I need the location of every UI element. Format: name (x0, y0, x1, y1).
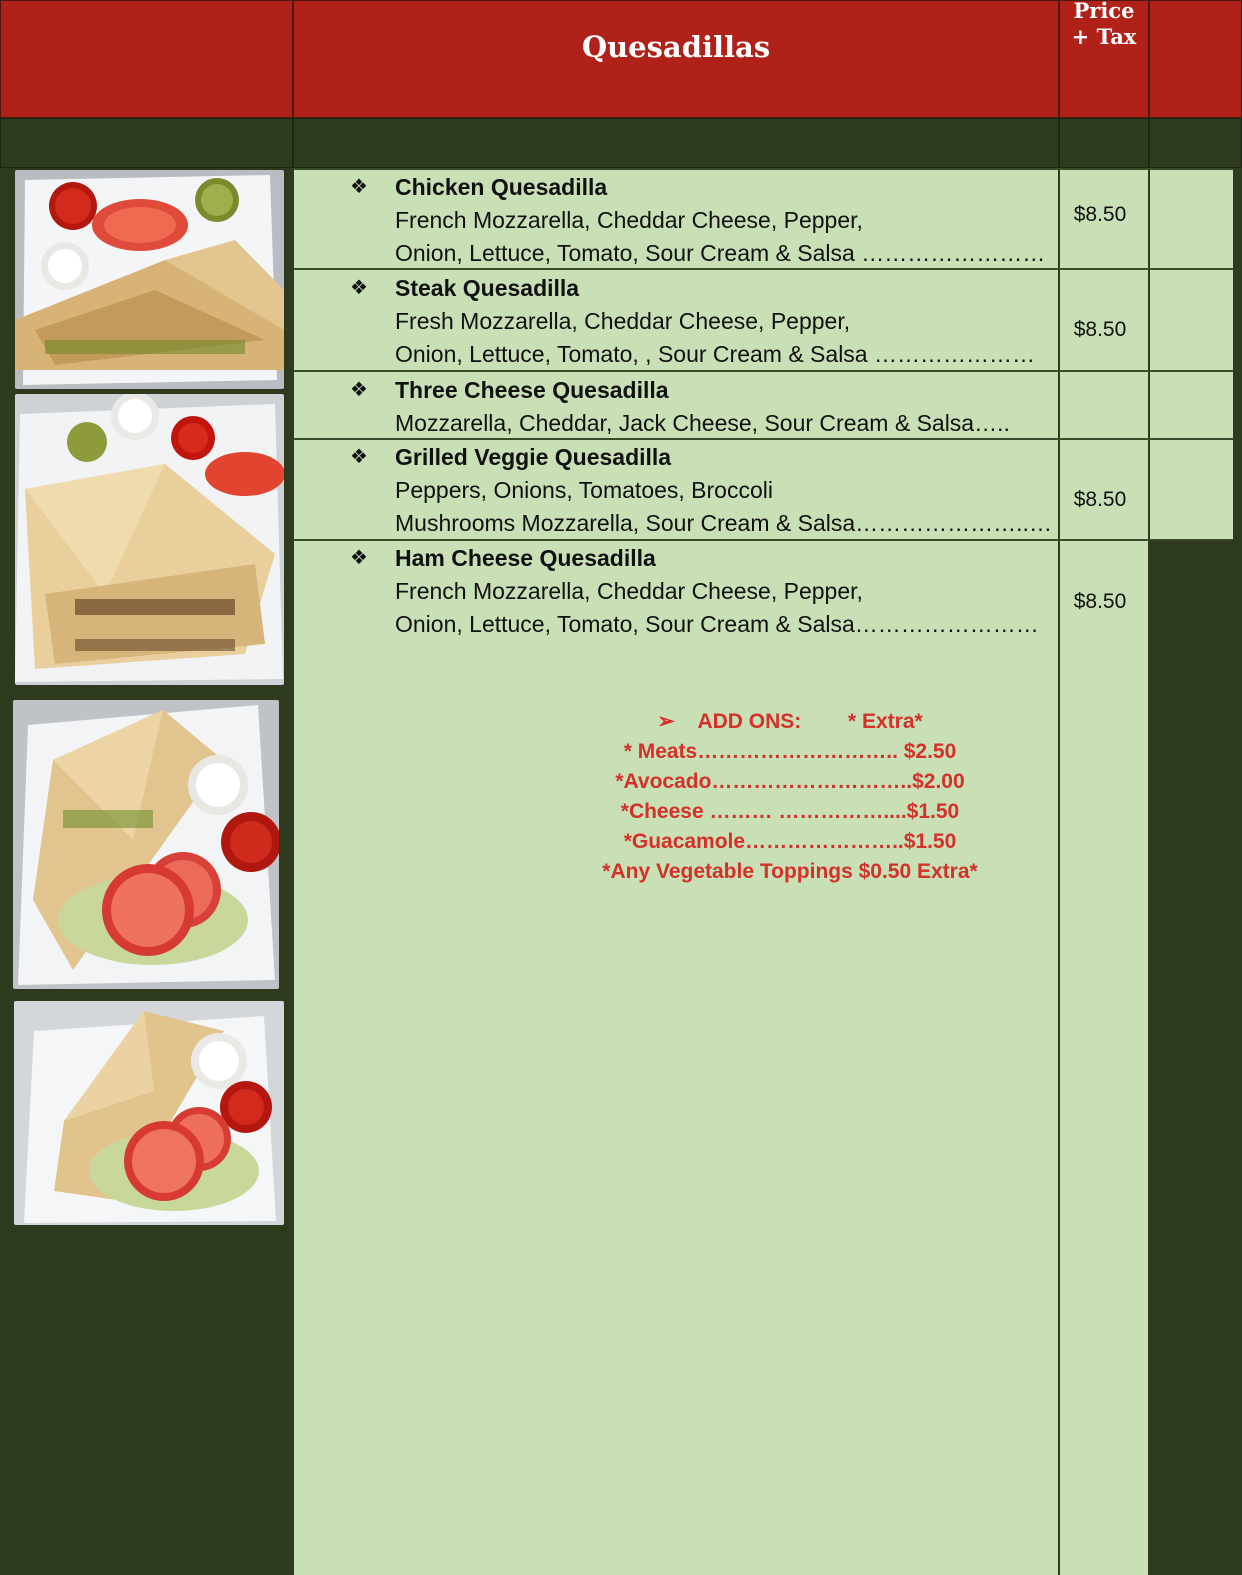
band-cell-4 (1149, 118, 1242, 168)
item-desc-line1: French Mozzarella, Cheddar Cheese, Pepper, (395, 578, 863, 604)
band-cell-3 (1059, 118, 1149, 168)
item-name: Ham Cheese Quesadilla (395, 545, 656, 571)
chicken-quesadilla-photo (15, 170, 284, 389)
bullet-icon: ❖ (350, 379, 368, 401)
header-right-cell (1149, 0, 1242, 118)
add-ons-section (530, 707, 1050, 887)
ham-quesadilla-photo (14, 1001, 284, 1225)
menu-item-chicken (350, 171, 1050, 270)
band-cell-2 (293, 118, 1059, 168)
price-header-line2: + Tax (1071, 24, 1137, 49)
item-desc-line1: Fresh Mozzarella, Cheddar Cheese, Pepper, (395, 308, 851, 334)
item-desc-line1: Mozzarella, Cheddar, Jack Cheese, Sour Cream & Salsa….. (395, 410, 1010, 436)
price-steak: $8.50 (1073, 318, 1127, 341)
price-header (1059, 0, 1149, 50)
add-on-cheese: *Cheese ……… ……………....$1.50 (620, 800, 960, 823)
item-desc-line1: French Mozzarella, Cheddar Cheese, Pepper, (395, 207, 863, 233)
add-ons-heading: ➢ ADD ONS: * Extra* (657, 710, 923, 733)
item-name: Grilled Veggie Quesadilla (395, 444, 672, 470)
add-on-meats: * Meats……………………….. $2.50 (623, 740, 957, 763)
item-desc-line2: Onion, Lettuce, Tomato, , Sour Cream & Salsa ………………… (395, 341, 1035, 367)
add-on-avocado: *Avocado………………………..$2.00 (615, 770, 965, 793)
add-on-guacamole: *Guacamole…………………..$1.50 (623, 830, 957, 853)
band-cell-1 (0, 118, 293, 168)
menu-item-three-cheese (350, 374, 1050, 440)
bullet-icon: ❖ (350, 176, 368, 198)
item-name: Three Cheese Quesadilla (395, 377, 669, 403)
menu-item-steak (350, 272, 1050, 371)
row-divider (293, 168, 1233, 170)
page-title: Quesadillas (581, 30, 771, 64)
price-column (1059, 168, 1149, 1575)
extra-column-upper (1149, 168, 1234, 540)
item-name: Steak Quesadilla (395, 275, 580, 301)
menu-item-grilled-veggie (350, 441, 1050, 540)
price-header-line1: Price (1073, 0, 1135, 23)
item-name: Chicken Quesadilla (395, 174, 608, 200)
header-left-cell (0, 0, 293, 118)
item-desc-line2: Onion, Lettuce, Tomato, Sour Cream & Salsa…………………… (395, 611, 1039, 637)
price-chicken: $8.50 (1073, 203, 1127, 226)
bullet-icon: ❖ (350, 547, 368, 569)
item-desc-line2: Onion, Lettuce, Tomato, Sour Cream & Salsa …………………… (395, 240, 1046, 266)
veggie-quesadilla-photo (13, 700, 279, 989)
price-grilled-veggie: $8.50 (1073, 488, 1127, 511)
bullet-icon: ❖ (350, 446, 368, 468)
item-desc-line2: Mushrooms Mozzarella, Sour Cream & Salsa…………………..… (395, 510, 1052, 536)
add-on-vegetable-toppings: *Any Vegetable Toppings $0.50 Extra* (602, 860, 978, 883)
item-desc-line1: Peppers, Onions, Tomatoes, Broccoli (395, 477, 773, 503)
steak-quesadilla-photo (15, 394, 284, 685)
price-ham-cheese: $8.50 (1073, 590, 1127, 613)
menu-item-ham-cheese (350, 542, 1050, 641)
bullet-icon: ❖ (350, 277, 368, 299)
